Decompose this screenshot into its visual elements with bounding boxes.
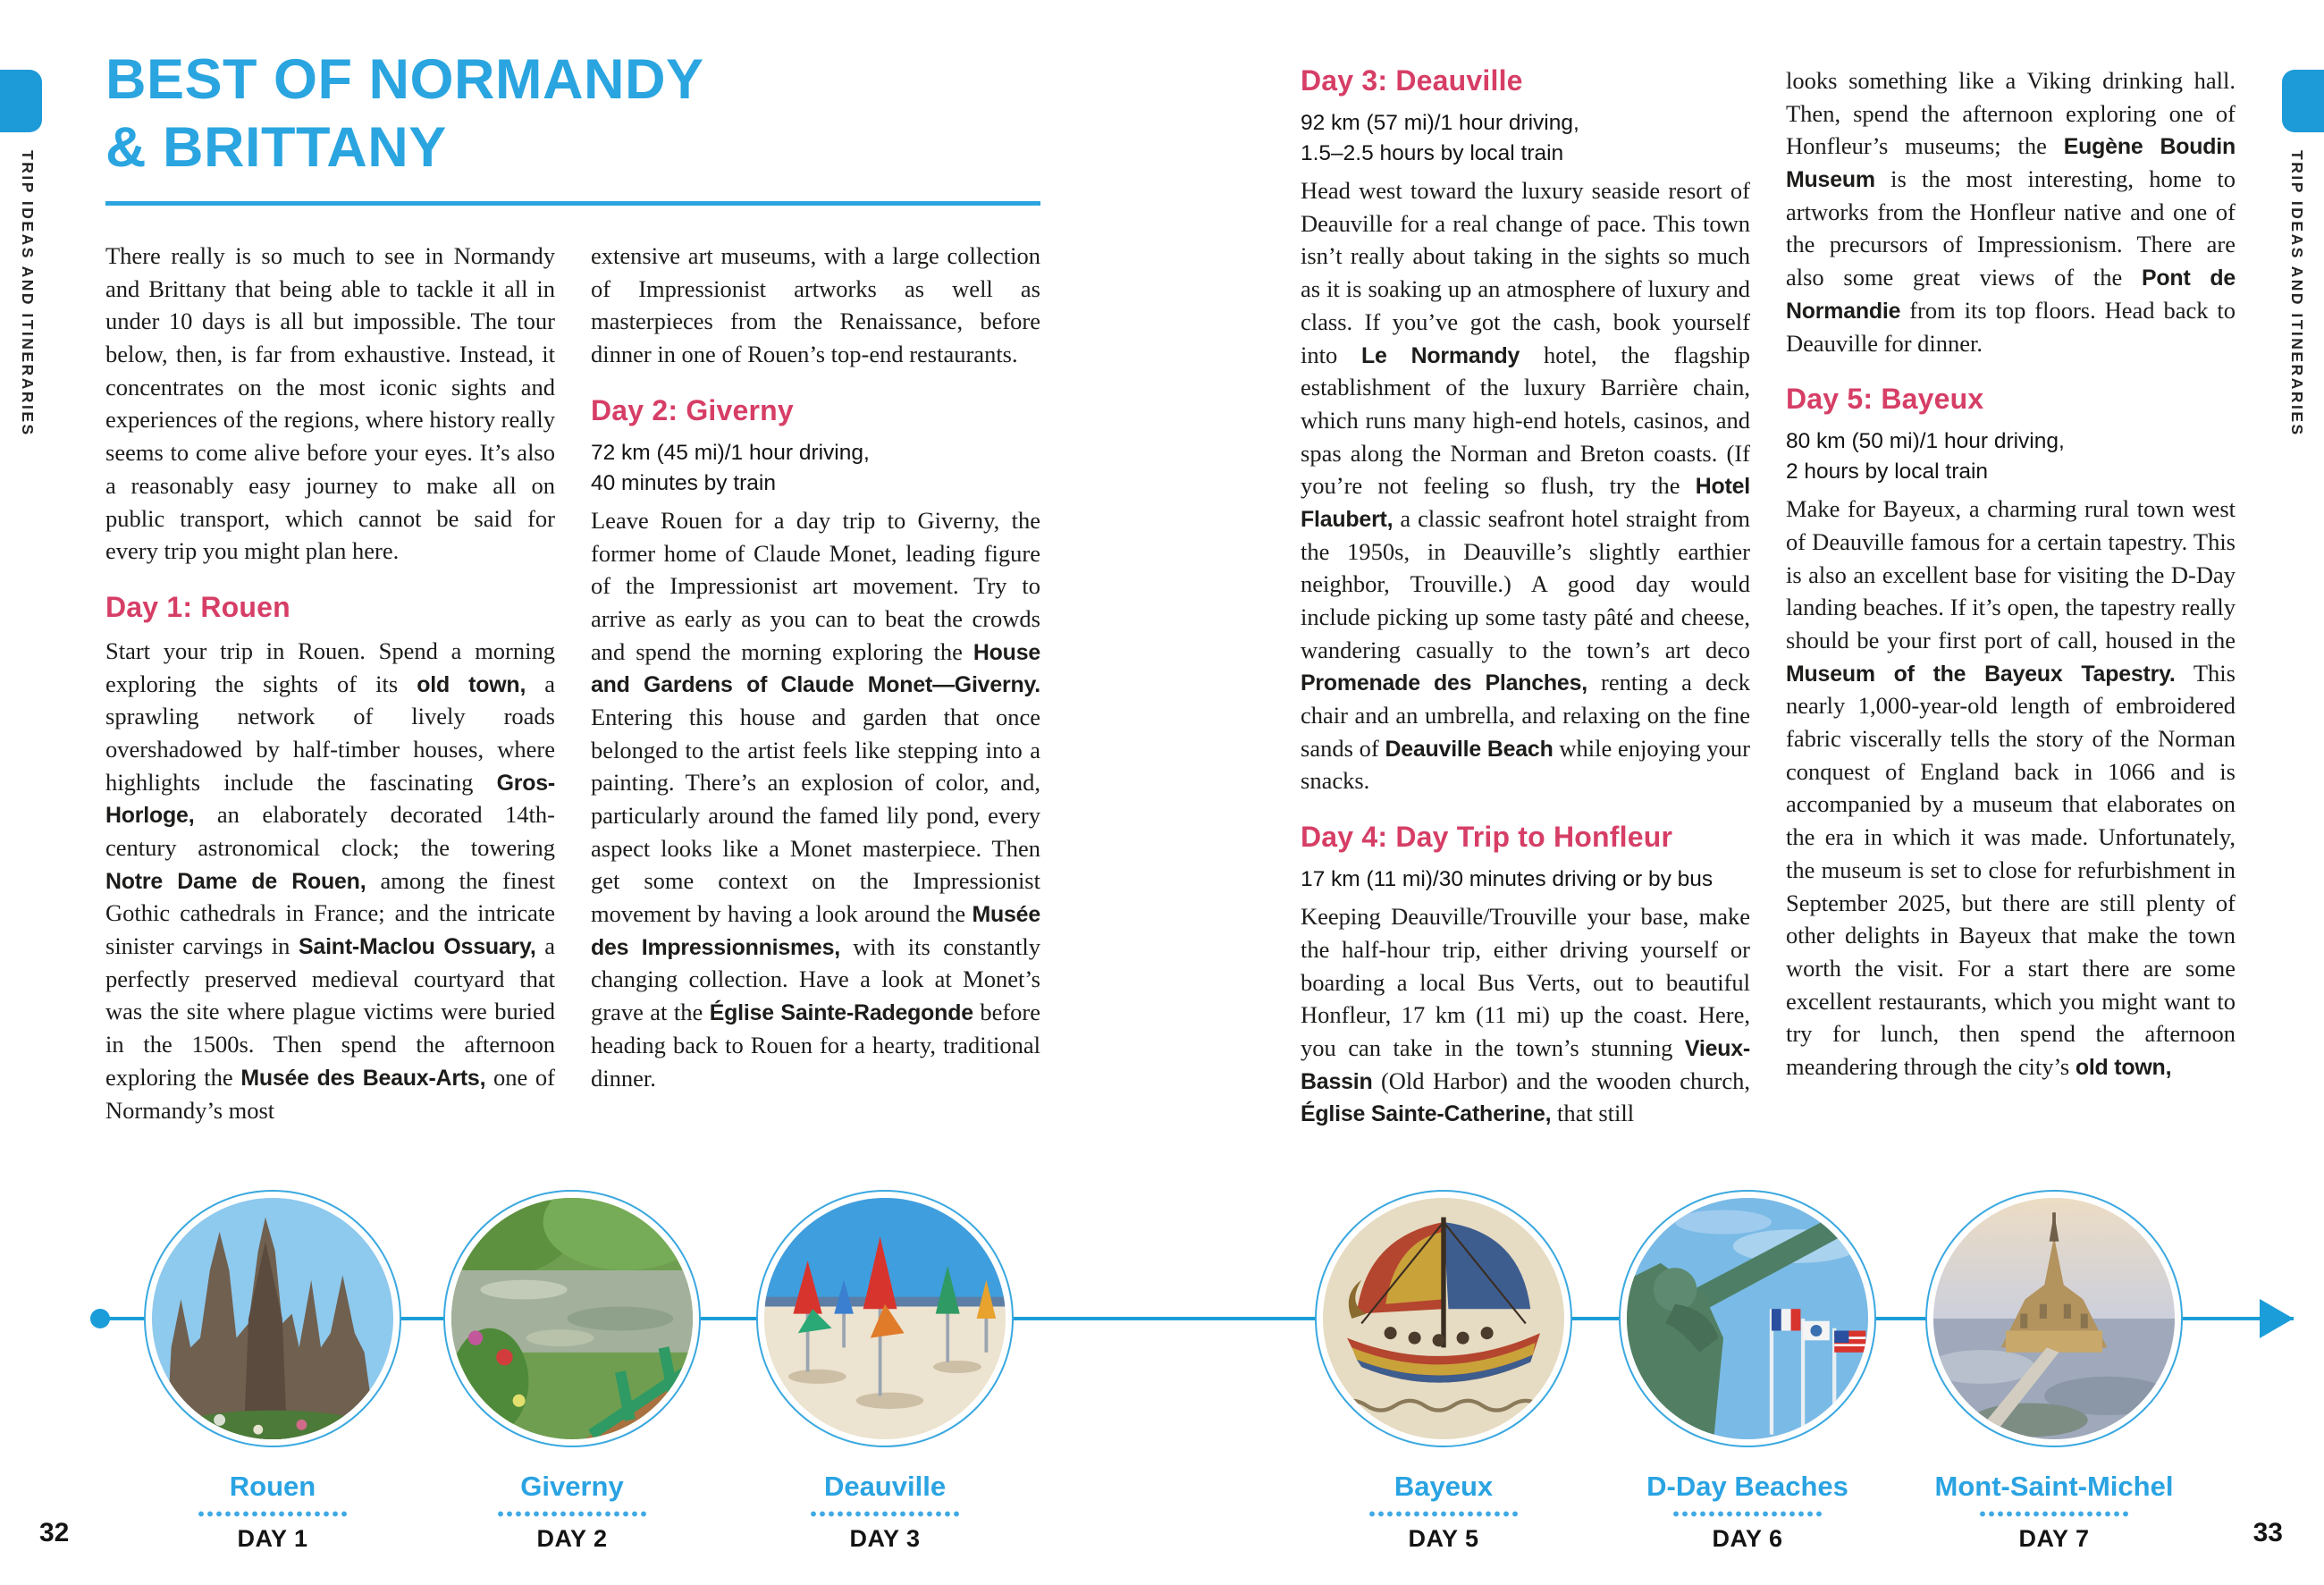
stop-label: Mont-Saint-Michel: [1934, 1471, 2174, 1502]
stop-photo-ring: [443, 1190, 701, 1447]
route-info: 72 km (45 mi)/1 hour driving, 40 minutes by train: [591, 440, 870, 495]
timeline-start-dot: [90, 1309, 110, 1328]
body-paragraph: Keeping Deauville/Trouville your base, make the half-hour trip, either driving yourself or boarding a local Bus Verts, out to beautiful Honfleur, 17 km (11 mi) up the coast. Here, you can take in the town’s stunning Vieux-Bassin (Old Harbor) and the wooden church, Église Sainte-Catherine, that still: [1301, 903, 1750, 1127]
title-rule: [105, 201, 1040, 206]
timeline-stop-bayeux: [1315, 1190, 1572, 1553]
stop-day: DAY 3: [849, 1525, 921, 1552]
giverny-pond-photo: [451, 1198, 693, 1439]
page-title-line1: BEST OF NORMANDY: [105, 48, 704, 111]
day-heading: Day 2: Giverny: [591, 393, 794, 426]
body-paragraph: Start your trip in Rouen. Spend a morning exploring the sights of its old town, a sprawling network of lively roads overshadowed by half-timber houses, where highlights include the fascinating Gros-Horloge, an elaborately decorated 14th-century astronomical clock; the towering Notre Dame de Rouen, among the finest Gothic cathedrals in France; and the intricate sinister carvings in Saint-Maclou Ossuary, a perfectly preserved medieval courtyard that was the site where plague victims were buried in the 1500s. Then spend the afternoon exploring the Musée des Beaux-Arts, one of Normandy’s most: [105, 637, 556, 1124]
stop-day: DAY 5: [1408, 1525, 1479, 1552]
stop-day: DAY 1: [237, 1525, 308, 1552]
timeline-arrow-icon: [2260, 1299, 2294, 1338]
sidebar-vertical-label-left: TRIP IDEAS AND ITINERARIES: [19, 150, 37, 437]
mont-saint-michel-photo: [1933, 1198, 2175, 1439]
text-column-3: [1301, 64, 1750, 1130]
timeline-stop-giverny: [443, 1190, 701, 1553]
stop-dotted-rule: [1368, 1511, 1520, 1517]
stop-label: Giverny: [520, 1471, 624, 1502]
stop-day: DAY 7: [2018, 1525, 2090, 1552]
stop-label: Rouen: [229, 1471, 316, 1502]
stop-photo-ring: [144, 1190, 401, 1447]
day-heading: Day 4: Day Trip to Honfleur: [1301, 821, 1673, 854]
body-paragraph: Leave Rouen for a day trip to Giverny, the former home of Claude Monet, leading figure of the Impressionist art movement. Try to arrive as early as you can to beat the crowds and spend the morning exploring the House and Gardens of Claude Monet—Giverny. Entering this house and garden that once belonged to the artist feels like stepping into a painting. There’s an explosion of color, and, particularly around the famed lily pond, every aspect looks like a Monet masterpiece. Then get some context on the Impressionist movement by having a look around the Musée des Impressionnismes, with its constantly changing collection. Have a look at Monet’s grave at the Église Sainte-Radegonde before heading back to Rouen for a hearty, traditional dinner.: [591, 506, 1041, 1092]
stop-photo-ring: [1925, 1190, 2183, 1447]
section-tab-right: [2282, 70, 2324, 132]
text-column-1: [105, 240, 555, 1126]
page-number-right: 33: [2252, 1518, 2283, 1547]
rouen-cathedral-photo: [152, 1198, 393, 1439]
stop-photo-ring: [1619, 1190, 1876, 1447]
stop-photo-ring: [1315, 1190, 1572, 1447]
dday-statue-photo: [1627, 1198, 1868, 1439]
timeline-stop-rouen: [144, 1190, 401, 1553]
stop-dotted-rule: [197, 1511, 349, 1517]
page-number-left: 32: [39, 1518, 70, 1547]
timeline-stop-dday-beaches: [1619, 1190, 1876, 1553]
stop-day: DAY 2: [536, 1525, 608, 1552]
route-info: 17 km (11 mi)/30 minutes driving or by bus: [1301, 867, 1714, 892]
day-heading: Day 3: Deauville: [1301, 64, 1523, 97]
title-block: [105, 46, 1040, 206]
page-title-line2: & BRITTANY: [105, 115, 447, 179]
body-paragraph: Head west toward the luxury seaside resort of Deauville for a real change of pace. This town isn’t really about taking in the sights so much as it is soaking up an atmosphere of luxury and class. If you’ve got the cash, book yourself into Le Normandy hotel, the flagship establishment of the luxury Barrière chain, which runs many high-end hotels, casinos, and spas along the Norman and Breton coasts. (If you’re not feeling so flush, try the Hotel Flaubert, a classic seafront hotel straight from the 1950s, in Deauville’s slightly earthier neighbor, Trouville.) A good day would include picking up some tasty pâté and cheese, wandering casually to the town’s art deco Promenade des Planches, renting a deck chair and an umbrella, and relaxing on the fine sands of Deauville Beach while enjoying your snacks.: [1301, 177, 1750, 795]
day-heading: Day 1: Rouen: [105, 590, 290, 623]
route-info: 80 km (50 mi)/1 hour driving, 2 hours by local train: [1786, 429, 2065, 485]
sidebar-vertical-label-right: TRIP IDEAS AND ITINERARIES: [2288, 150, 2306, 437]
stop-label: Bayeux: [1394, 1471, 1494, 1502]
body-paragraph: Make for Bayeux, a charming rural town west of Deauville famous for a certain tapestry. This is also an excellent base for visiting the D-Day landing beaches. If it’s open, the tapestry really should be your first port of call, housed in the Museum of the Bayeux Tapestry. This nearly 1,000-year-old length of embroidered fabric viscerally tells the story of the Norman conquest of England back in 1066 and is accompanied by a museum that elaborates on the era in which it was made. Unfortunately, the museum is set to close for refurbishment in September 2025, but there are still plenty of other delights in Bayeux that make the town worth the visit. For a start there are some excellent restaurants, which you might want to try for lunch, then spend the afternoon meandering through the city’s old town,: [1786, 495, 2236, 1080]
section-tab-left: [0, 70, 42, 132]
body-paragraph: There really is so much to see in Normandy and Brittany that being able to tackle it all in under 10 days is all but impossible. The tour below, then, is far from exhaustive. Instead, it concentrates on the most iconic sights and experiences of the regions, where history really seems to come alive before your eyes. It’s also a reasonably easy journey to make all on public transport, which cannot be said for every trip you might plan here.: [105, 242, 555, 565]
bayeux-tapestry-photo: [1323, 1198, 1564, 1439]
text-column-2: [591, 240, 1040, 1094]
stop-photo-ring: [756, 1190, 1014, 1447]
stop-label: Deauville: [823, 1471, 947, 1502]
stop-dotted-rule: [809, 1511, 961, 1517]
stop-day: DAY 6: [1712, 1525, 1783, 1552]
body-paragraph: looks something like a Viking drinking hall. Then, spend the afternoon exploring one of Honfleur’s museums; the Eugène Boudin Museum is the most interesting, home to artworks from the Honfleur native and one of the precursors of Impressionism. There are also some great views of the Pont de Normandie from its top floors. Head back to Deauville for dinner.: [1786, 67, 2236, 357]
deauville-beach-photo: [764, 1198, 1006, 1439]
timeline-stop-deauville: [756, 1190, 1014, 1553]
text-column-4: [1786, 64, 2236, 1083]
stop-dotted-rule: [1978, 1511, 2130, 1517]
day-heading: Day 5: Bayeux: [1786, 383, 1984, 416]
timeline-stop-mont-saint-michel: [1925, 1190, 2183, 1553]
body-paragraph: extensive art museums, with a large collection of Impressionist artworks as well as masterpieces from the Renaissance, before dinner in one of Rouen’s top-end restaurants.: [591, 242, 1040, 368]
stop-dotted-rule: [1671, 1511, 1823, 1517]
route-info: 92 km (57 mi)/1 hour driving, 1.5–2.5 hours by local train: [1301, 111, 1579, 166]
stop-label: D-Day Beaches: [1646, 1471, 1848, 1502]
stop-dotted-rule: [496, 1511, 648, 1517]
